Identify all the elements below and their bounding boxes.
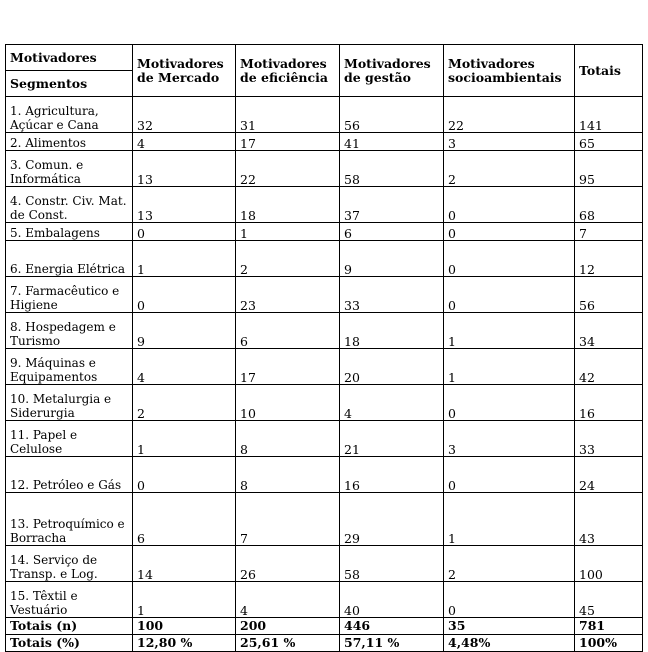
segment-cell: 11. Papel e Celulose	[6, 421, 133, 457]
totals-value: 35	[444, 618, 575, 635]
table-row	[6, 223, 643, 241]
value-cell: 18	[236, 187, 340, 223]
table-row	[6, 187, 643, 223]
value-cell: 34	[575, 313, 643, 349]
value-cell: 18	[340, 313, 444, 349]
value-cell: 31	[236, 97, 340, 133]
value-cell: 12	[575, 241, 643, 277]
segment-cell: 10. Metalurgia e Siderurgia	[6, 385, 133, 421]
value-cell: 1	[236, 223, 340, 241]
value-cell: 1	[133, 421, 236, 457]
col-header-gestao: Motivadores de gestão	[340, 45, 444, 97]
value-cell: 56	[575, 277, 643, 313]
value-cell: 4	[236, 582, 340, 618]
value-cell: 40	[340, 582, 444, 618]
value-cell: 23	[236, 277, 340, 313]
totals-n-row	[6, 618, 643, 635]
value-cell: 0	[444, 187, 575, 223]
col-header-totais: Totais	[575, 45, 643, 97]
segment-cell: 13. Petroquímico e Borracha	[6, 493, 133, 546]
value-cell: 1	[133, 582, 236, 618]
value-cell: 3	[444, 133, 575, 151]
value-cell: 4	[340, 385, 444, 421]
value-cell: 0	[444, 457, 575, 493]
value-cell: 4	[133, 133, 236, 151]
value-cell: 33	[340, 277, 444, 313]
totals-value: 781	[575, 618, 643, 635]
col-header-socioambientais: Motivadores socioambientais	[444, 45, 575, 97]
table-row	[6, 151, 643, 187]
value-cell: 33	[575, 421, 643, 457]
value-cell: 43	[575, 493, 643, 546]
totals-value: 200	[236, 618, 340, 635]
segment-cell: 9. Máquinas e Equipamentos	[6, 349, 133, 385]
value-cell: 13	[133, 151, 236, 187]
value-cell: 1	[133, 241, 236, 277]
value-cell: 9	[133, 313, 236, 349]
value-cell: 0	[444, 241, 575, 277]
value-cell: 16	[575, 385, 643, 421]
segment-cell: 15. Têxtil e Vestuário	[6, 582, 133, 618]
value-cell: 2	[133, 385, 236, 421]
value-cell: 45	[575, 582, 643, 618]
value-cell: 0	[133, 457, 236, 493]
value-cell: 58	[340, 546, 444, 582]
table-row	[6, 493, 643, 546]
value-cell: 3	[444, 421, 575, 457]
value-cell: 8	[236, 421, 340, 457]
value-cell: 2	[444, 546, 575, 582]
value-cell: 8	[236, 457, 340, 493]
value-cell: 22	[444, 97, 575, 133]
segment-cell: 4. Constr. Civ. Mat. de Const.	[6, 187, 133, 223]
totals-value: 4,48%	[444, 635, 575, 652]
value-cell: 20	[340, 349, 444, 385]
value-cell: 10	[236, 385, 340, 421]
value-cell: 7	[575, 223, 643, 241]
value-cell: 0	[133, 223, 236, 241]
value-cell: 0	[444, 582, 575, 618]
value-cell: 4	[133, 349, 236, 385]
segment-cell: 8. Hospedagem e Turismo	[6, 313, 133, 349]
totals-value: 100	[133, 618, 236, 635]
segment-cell: 5. Embalagens	[6, 223, 133, 241]
table-row	[6, 421, 643, 457]
value-cell: 14	[133, 546, 236, 582]
value-cell: 6	[133, 493, 236, 546]
value-cell: 56	[340, 97, 444, 133]
value-cell: 37	[340, 187, 444, 223]
value-cell: 100	[575, 546, 643, 582]
table-row	[6, 349, 643, 385]
col-header-mercado: Motivadores de Mercado	[133, 45, 236, 97]
totals-value: 100%	[575, 635, 643, 652]
value-cell: 1	[444, 493, 575, 546]
segment-cell: 3. Comun. e Informática	[6, 151, 133, 187]
value-cell: 17	[236, 349, 340, 385]
segment-cell: 1. Agricultura, Açúcar e Cana	[6, 97, 133, 133]
value-cell: 95	[575, 151, 643, 187]
header-motivadores: Motivadores	[6, 45, 133, 71]
totals-value: 12,80 %	[133, 635, 236, 652]
value-cell: 26	[236, 546, 340, 582]
table-row	[6, 133, 643, 151]
value-cell: 2	[236, 241, 340, 277]
value-cell: 13	[133, 187, 236, 223]
totals-pct-row	[6, 635, 643, 652]
value-cell: 22	[236, 151, 340, 187]
value-cell: 1	[444, 349, 575, 385]
value-cell: 141	[575, 97, 643, 133]
value-cell: 41	[340, 133, 444, 151]
value-cell: 29	[340, 493, 444, 546]
value-cell: 0	[444, 385, 575, 421]
table-row	[6, 457, 643, 493]
segment-cell: 6. Energia Elétrica	[6, 241, 133, 277]
value-cell: 65	[575, 133, 643, 151]
table-body	[6, 97, 643, 652]
totals-label: Totais (%)	[6, 635, 133, 652]
value-cell: 0	[444, 277, 575, 313]
value-cell: 21	[340, 421, 444, 457]
totals-label: Totais (n)	[6, 618, 133, 635]
segment-cell: 14. Serviço de Transp. e Log.	[6, 546, 133, 582]
table-row	[6, 546, 643, 582]
table-row	[6, 277, 643, 313]
value-cell: 17	[236, 133, 340, 151]
value-cell: 1	[444, 313, 575, 349]
totals-value: 446	[340, 618, 444, 635]
value-cell: 9	[340, 241, 444, 277]
value-cell: 32	[133, 97, 236, 133]
value-cell: 16	[340, 457, 444, 493]
value-cell: 6	[340, 223, 444, 241]
value-cell: 0	[444, 223, 575, 241]
table-row	[6, 385, 643, 421]
segment-cell: 7. Farmacêutico e Higiene	[6, 277, 133, 313]
segment-cell: 2. Alimentos	[6, 133, 133, 151]
value-cell: 58	[340, 151, 444, 187]
value-cell: 2	[444, 151, 575, 187]
table-row	[6, 582, 643, 618]
col-header-eficiencia: Motivadores de eficiência	[236, 45, 340, 97]
header-segmentos: Segmentos	[6, 71, 133, 97]
table-row	[6, 97, 643, 133]
totals-value: 57,11 %	[340, 635, 444, 652]
value-cell: 0	[133, 277, 236, 313]
value-cell: 68	[575, 187, 643, 223]
table-row	[6, 313, 643, 349]
table-row	[6, 241, 643, 277]
value-cell: 24	[575, 457, 643, 493]
motivators-table	[5, 44, 643, 652]
value-cell: 42	[575, 349, 643, 385]
totals-value: 25,61 %	[236, 635, 340, 652]
value-cell: 7	[236, 493, 340, 546]
value-cell: 6	[236, 313, 340, 349]
segment-cell: 12. Petróleo e Gás	[6, 457, 133, 493]
